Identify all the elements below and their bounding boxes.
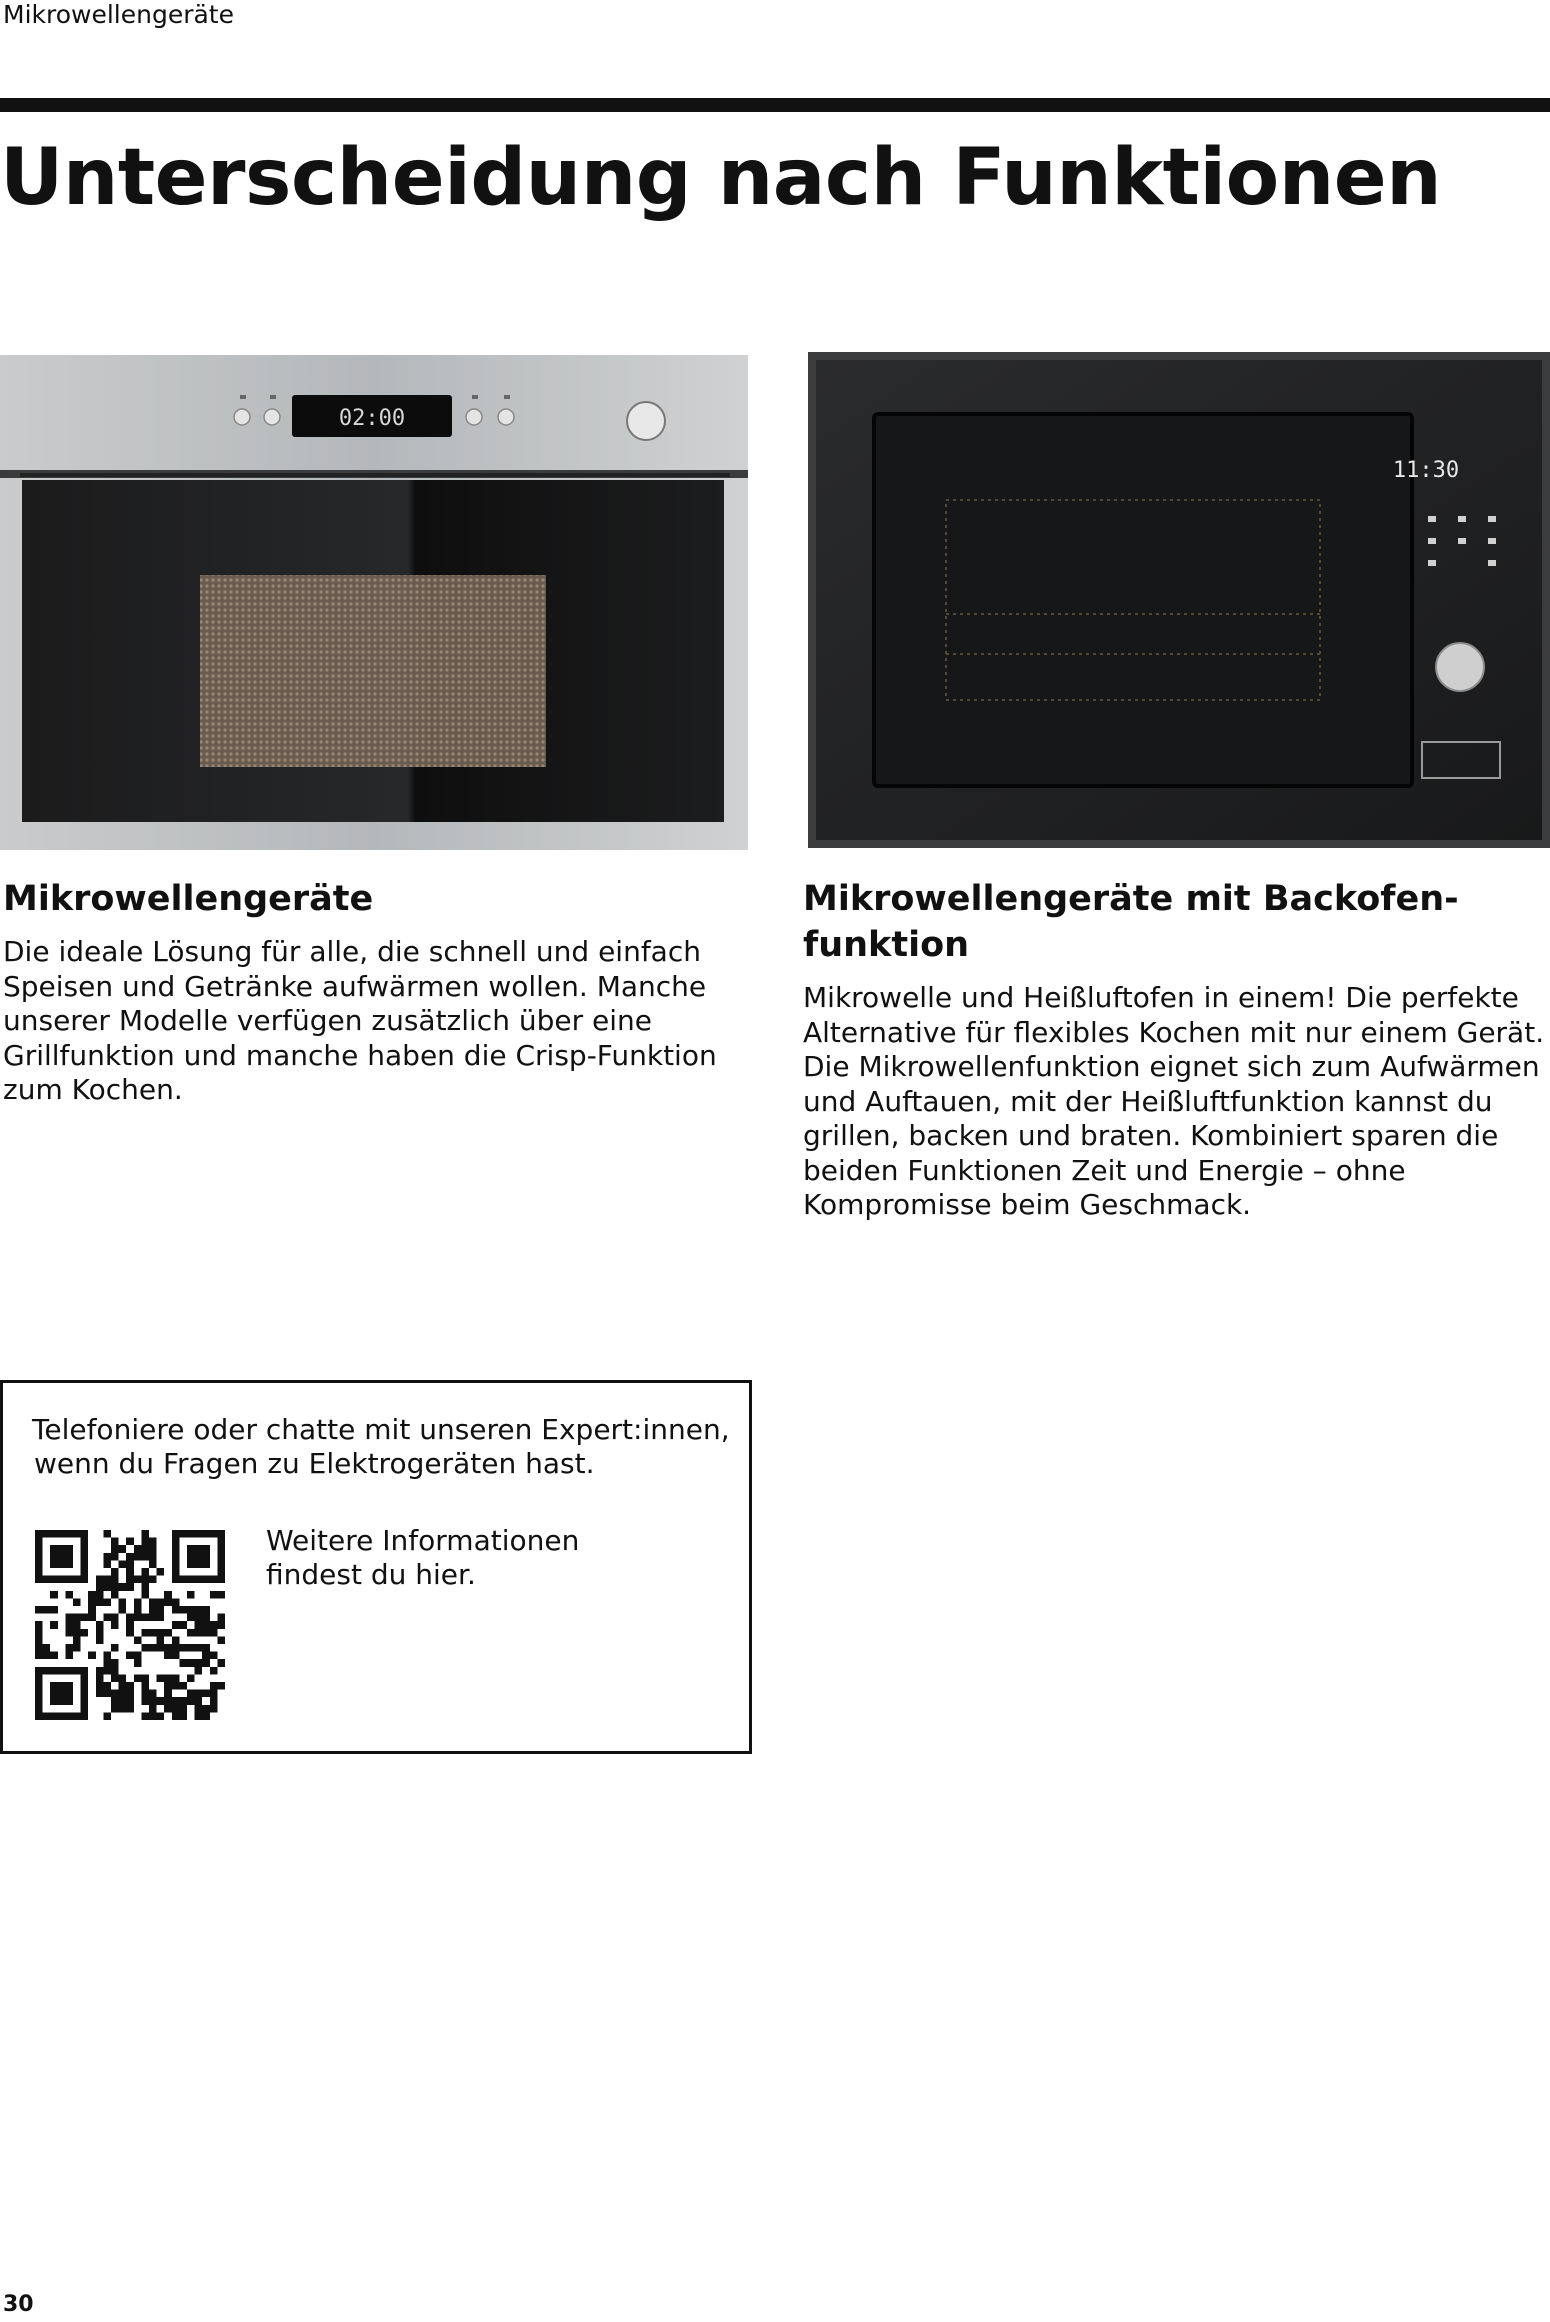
qr-code[interactable] (35, 1530, 225, 1720)
microwave-oven-heading-line1: Mikrowellengeräte mit Backofen- (803, 879, 1459, 919)
page-number: 30 (3, 2292, 34, 2317)
microwave-oven-product-image (808, 352, 1550, 848)
qr-caption-line2: findest du hier. (266, 1558, 476, 1591)
microwave-oven-heading-line2: funktion (803, 925, 970, 965)
top-rule-divider (0, 98, 1550, 112)
expert-contact-box (0, 1380, 752, 1754)
page-title: Unterscheidung nach Funktionen (0, 133, 1442, 223)
microwave-oven-heading (803, 876, 1543, 968)
qr-caption-line1: Weitere Informationen (266, 1524, 580, 1557)
microwave-heading: Mikrowellengeräte (3, 879, 374, 919)
microwave-description: Die ideale Lösung für alle, die schnell und einfach Speisen und Getränke aufwärmen wollen. Manche unserer Modelle verfügen zusätzlich über eine Grillfunktion und manche haben die Crisp-Funktion zum Kochen. (3, 935, 717, 1106)
microwave-product-image (0, 355, 748, 850)
contact-text-line1: Telefoniere oder chatte mit unseren Expert:innen, (32, 1413, 730, 1446)
microwave-oven-description: Mikrowelle und Heißluftofen in einem! Die perfekte Alternative für flexibles Kochen mit nur einem Gerät. Die Mikrowellenfunktion eignet sich zum Aufwärmen und Auftauen, mit der Heißluftfunktion kannst du grillen, backen und braten. Kombiniert sparen die beiden Funktionen Zeit und Energie – ohne Kompromisse beim Geschmack. (803, 981, 1545, 1221)
microwave-display-time: 02:00 (338, 406, 406, 431)
breadcrumb: Mikrowellengeräte (3, 0, 234, 29)
oven-display-time: 11:30 (1392, 458, 1460, 483)
contact-text-line2: wenn du Fragen zu Elektrogeräten hast. (34, 1447, 595, 1480)
